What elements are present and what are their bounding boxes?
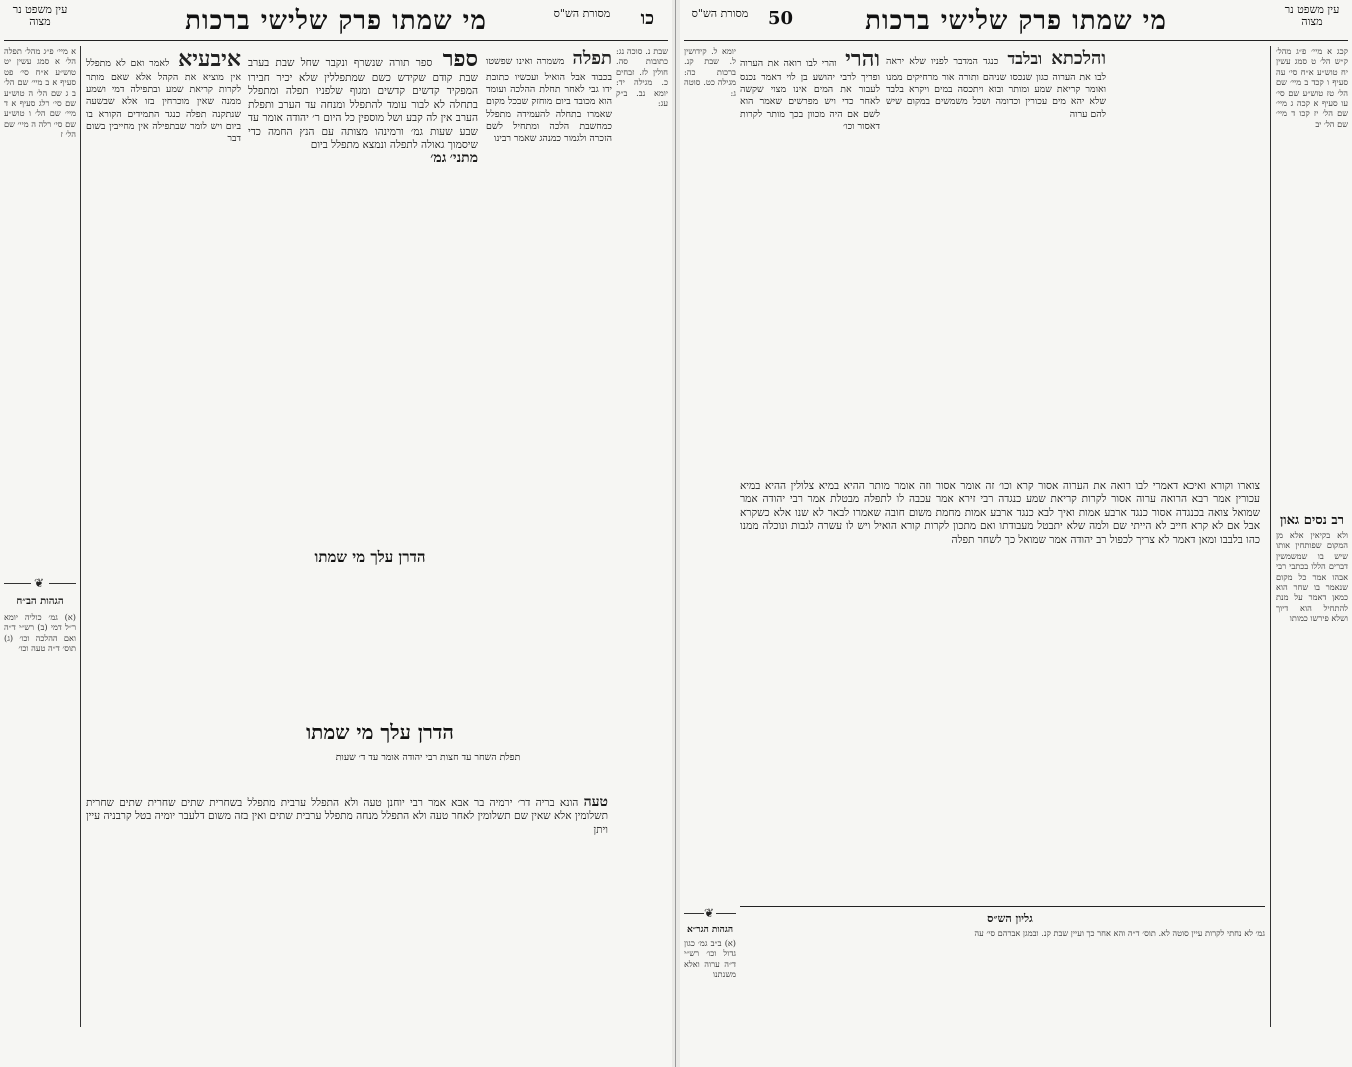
lead-word: גמ׳ [430, 150, 447, 167]
right-page-ein-mishpat-label: עין משפט נר מצוה [1284, 3, 1340, 28]
lead-word: מתני׳ [449, 150, 478, 167]
tosafot-column [86, 46, 241, 566]
left-page-header [8, 4, 664, 38]
book-gutter [675, 0, 676, 1067]
gemara-main-column [248, 46, 478, 546]
rashi-text: משמרה ואינו שפשטו בכבוד אבל הואיל ועכשיו כתובת ידו גבי לאחר תחלת ההלכה ועומד הוא מכובד ביום מוחזק שבכל מקום שאמרו בתחלה להעמידה מתפלל כמחשבת הלכה ומתחיל לשם הזכרה ולגמור כמנהג שאמר רבינו [486, 56, 612, 145]
right-page [680, 0, 1352, 1067]
tosafot-text: לאמר ואם לא מתפלל אין מוציא את הקהל אלא שאם מותר לקרות קריאת שמע ובתפילה דמי ושמע ממנה שאין מוכרחין בזו אלא שבשעה שנתקנה תפלה כנגד התמידים הקורא בו ביום ויש לומר שבתפילה אין מחייבין בשום דבר [86, 58, 241, 145]
hagahot-heading: הגהות הגר״א [686, 925, 733, 935]
rav-nissim-heading: רב נסים גאון [1279, 513, 1345, 528]
column-divider [80, 46, 81, 1027]
gemara-text: הונא בריה דר׳ ירמיה בר אבא אמר רבי יוחנן טעה ולא התפלל ערבית מתפלל בשחרית שתים שחרית שתים שחרית תשלומין אלא שאין שם תשלומין לאחר טעה ולא התפלל מנחה מתפלל ערבית שתים ואין בזה משום דלעבר יומיה בטל קרבניה עיין ויתן [86, 797, 608, 836]
tosafot-text: והרי לבו רואה את הערוה ופריך לרבי יהושע בן לוי דאמר נכנס לעבור את המים אינו מצוי שקשה לאחר כדי ויש מפרשים שאמר הוא לשם אם היה מכוון בכך מותר לקרות דאסור וכו׳ [740, 58, 880, 132]
ornament-divider: ❦ [684, 906, 736, 920]
gilyon-heading: גליון הש״ס [987, 912, 1033, 925]
hadran-heading: הדרן עלך מי שמתו [314, 548, 426, 566]
lead-word: ובלבד [1007, 49, 1043, 68]
rashi-text: כנגד המדבר לפניו שלא יראה לבו את הערוה כגון שנכסו שניהם ותורה אור מרחיקים ממנו ואומר קריאת שמע ומותר ובוא ויתכסה במים ויקרא בלבד שלא יהא מים עכורין וכדומה ושכל משמשים במקום שיש להם ערוה [886, 56, 1106, 120]
right-page-header [688, 4, 1344, 38]
header-rule [684, 40, 1348, 41]
right-page-title: מי שמתו פרק שלישי ברכות [865, 6, 1167, 36]
tosafot-column [740, 46, 880, 476]
lead-word: והלכתא [1051, 48, 1106, 69]
left-page [0, 0, 672, 1067]
masoret-refs: יומא ל. קידושין ל. שבת קנ. ברכות כה: מגילה כט. סוטה ג: [684, 46, 736, 98]
footer-rule [740, 906, 1265, 907]
hagahot-text: (א) ב״ב גמ׳ כגון גדול וכו׳ רש״י ד״ה ערוה ואלא משנתנו [684, 938, 736, 980]
hagahot-heading: הגהות הב״ח [16, 596, 64, 607]
ein-mishpat-column: קכג א מיי׳ פ״ג מהל׳ ק״ש הל׳ ט סמג עשין יח טוש״ע א״ח סי׳ עה סעיף ו קכד ב מיי׳ שם הל׳ טז טוש״ע שם סי׳ עו סעיף א קכה ג מיי׳ שם הל׳ יז קכו ד מיי׳ שם הל׳ יב [1276, 46, 1348, 129]
gemara-lower-text [86, 796, 608, 1036]
left-page-masoret-label: מסורת הש"ס [553, 7, 611, 20]
rav-nissim-text: ולא בקיאין אלא מן המקום שפותחין אותו שיש בו שמשמשין דברים הללו בכתבי רבי אבהו אמר כל מקום שנאמר בו שחר הוא כמאן דאמר על מנת להתחיל הוא דיוך ושלא פירשו כמותו [1276, 530, 1348, 624]
left-page-ein-mishpat-label: עין משפט נר מצוה [12, 3, 68, 28]
right-page-number: 50 [768, 8, 794, 29]
chapter-opening: תפלת השחר עד חצות רבי יהודה אומר עד ד׳ שעות [335, 752, 521, 763]
lead-word: ספר [442, 46, 478, 72]
lead-word: והרי [845, 46, 880, 72]
ornament-divider: ❦ [4, 576, 76, 590]
gemara-main-column [740, 480, 1260, 900]
hadran-heading-large: הדרן עלך מי שמתו [306, 720, 454, 744]
header-rule [4, 40, 668, 41]
gemara-text-continued: לא שנו אלא כשקרא אבל אם לא קרא חייב לא הייתי שם ולמה שלא יתבטל מעבודתו ואם מתכון לקרות קורא הואיל ויש לו עשרה לגבות ונוכלה ממנו כהו בלבבו ומאן דאמר לא צריך לכפול רב יהודה אמר שמואל כך לשחר תפלה [740, 506, 1260, 546]
left-page-number: כו [640, 8, 654, 29]
lead-word: טעה [583, 794, 608, 810]
lead-word: תפלה [572, 48, 613, 69]
rashi-column [886, 46, 1106, 476]
gemara-text: ספר תורה שנשרף ונקבר שחל שבת בערב שבת קודם שקידש כשם שמתפללין שלא יכיר חבירו המפקיד קדשים קדשים ומגוף שלפניו תפלה ומתפלל בתחלה לא לבור עומד להתפלל ומנחה עד הערב ותפלת הערב אין לה קבע ושל מוספין כל היום ר׳ יהודה אומר עד שבע שעות גמ׳ ורמינהו מצותה עם הנץ החמה כדי שיסמוך גאולה לתפלה ונמצא מתפלל ביום [248, 57, 478, 152]
ein-mishpat-column: א מיי׳ פ״ג מהל׳ תפלה הל׳ א סמג עשין יט טוש״ע א״ח סי׳ פט סעיף א ב מיי׳ שם הל׳ ב ג שם הל׳ ה טוש״ע שם סי׳ רלג סעיף א ד מיי׳ שם הל׳ ו טוש״ע שם סי׳ רלה ה מיי׳ שם הל׳ ז [1, 46, 76, 140]
left-page-title: מי שמתו פרק שלישי ברכות [185, 6, 487, 36]
lead-word: איבעיא [178, 46, 241, 72]
rashi-column [486, 46, 612, 566]
column-divider [1270, 46, 1271, 1027]
hagahot-text: (א) גמ׳ כוליה יומא ר״ל דמי (ב) רש״י ד״ה ואם ההלכה וכו׳ (ג) תוס׳ ד״ה טעה וכו׳ [4, 612, 76, 654]
gemara-text: צוארו וקורא ואיכא דאמרי לבו רואה את הערוה אסור קרא וכו׳ זה אומר אסור וזה אומר מותר ההיא במיא צלולין ההיא במיא עכורין אמר רבא הרואה ערוה אסור לקרות קריאת שמע כנגדה רבי זירא אמר עכבה לו לתפלה מבטלת אמר רבי יהודה אמר שמואל צואה בכנגדה אסור כנגד ארבע אמות ואיך לבא כנגד ארבע אמות מחמת משום חובה שאמרו לבאר [740, 480, 1260, 519]
right-page-masoret-label: מסורת הש"ס [691, 7, 749, 20]
masoret-refs: שבת נ. סוכה נג: כתובות סה. חולין לז. זבחים כ. מגילה יד: יומא נב. ב״ק עג: [616, 46, 668, 109]
gilyon-text: גמ׳ לא נחתי לקרות עיין סוטה לא. תוס׳ ד״ה והא אחר כך ועיין שבת קנ. ובמגן אברהם סי׳ עה [974, 928, 1265, 938]
